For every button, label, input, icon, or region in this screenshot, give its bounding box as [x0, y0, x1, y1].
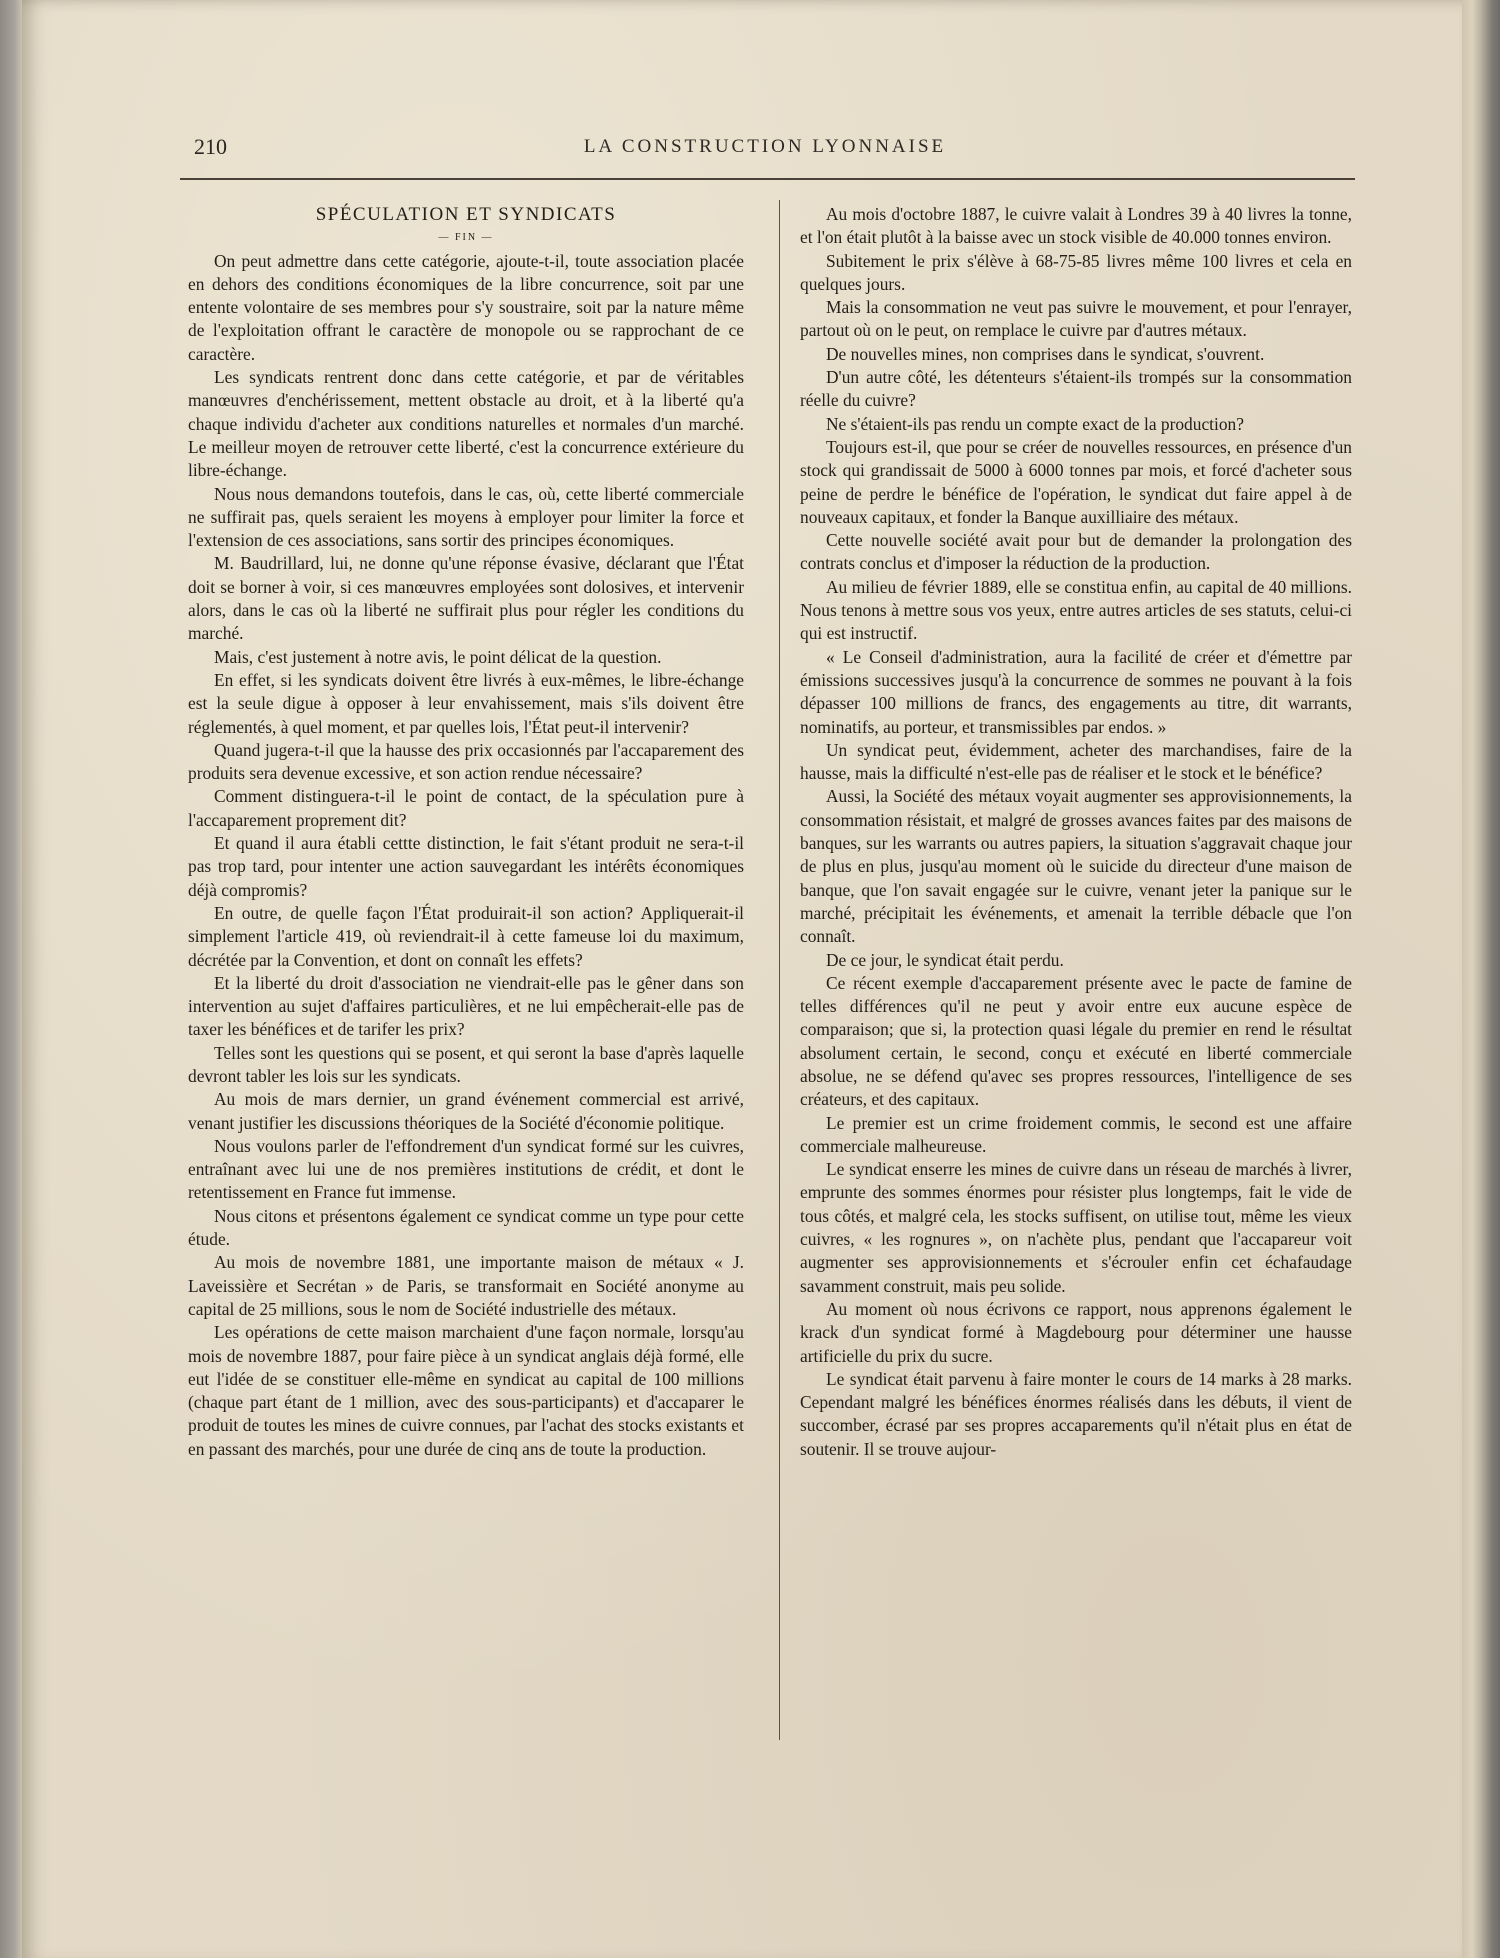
article-title: SPÉCULATION ET SYNDICATS [315, 204, 617, 225]
paragraph: Les syndicats rentrent donc dans cette catégorie, et par de véritables manœuvres d'enchérissement, mettent obstacle au droit, et à la liberté qu'a chaque individu d'acheter aux conditions naturelles et normales d'un marché. Le meilleur moyen de retrouver cette liberté, c'est la concurrence extérieure du libre-échange. [188, 367, 744, 481]
paragraph: Et quand il aura établi cettte distinction, le fait s'étant produit ne sera-t-il pas trop tard, pour intenter une action sauvegardant les intérêts économiques déjà compromis? [188, 833, 744, 900]
paragraph: Toujours est-il, que pour se créer de nouvelles ressources, en présence d'un stock qui grandissait de 5000 à 6000 tonnes par mois, et forcé d'acheter sous peine de perdre le bénéfice de l'opération, le syndicat dut faire appel à de nouveaux capitaux, et fonder la Banque auxilliaire des métaux. [800, 436, 1352, 527]
paragraph: Le syndicat était parvenu à faire monter le cours de 14 marks à 28 marks. Cependant malgré les bénéfices énormes réalisés dans les débuts, il vient de succomber, écrasé par ses propres accaparements qu'il n'était plus en état de soutenir. Il se trouve aujour- [800, 1368, 1352, 1459]
paragraph: De nouvelles mines, non comprises dans le syndicat, s'ouvrent. [826, 343, 1265, 364]
paragraph: Nous voulons parler de l'effondrement d'un syndicat formé sur les cuivres, entraînant avec lui une de nos premières institutions de crédit, et dont le retentissement en France fut immense. [188, 1135, 744, 1203]
paragraph: Le premier est un crime froidement commis, le second est une affaire commerciale malheureuse. [800, 1112, 1352, 1156]
paragraph: Cette nouvelle société avait pour but de demander la prolongation des contrats conclus et d'imposer la réduction de la production. [800, 530, 1352, 574]
paragraph: D'un autre côté, les détenteurs s'étaient-ils trompés sur la consommation réelle du cuivre? [800, 367, 1352, 411]
paragraph: Aussi, la Société des métaux voyait augmenter ses approvisionnements, la consommation résistait, et malgré de grosses avances faites par des maisons de banques, sur les warrants ou autres papiers, la situation s'aggravait chaque jour de plus en plus, jusqu'au moment où le suicide du directeur d'une maison de banque, que l'on savait engagée sur le cuivre, venant jeter la panique sur le marché, précipitait les événements, et amenait la terrible débacle que l'on connaît. [800, 786, 1352, 947]
article-subtitle: — FIN — [438, 232, 494, 244]
journal-title: LA CONSTRUCTION LYONNAISE [583, 136, 947, 157]
paragraph: « Le Conseil d'administration, aura la facilité de créer et d'émettre par émissions successives jusqu'à la concurrence de sommes ne pouvant à la fois dépasser 100 millions de francs, des engagements au titre, dit warrants, nominatifs, au porteur, et transmissibles par endos. » [800, 646, 1352, 737]
paragraph: En effet, si les syndicats doivent être livrés à eux-mêmes, le libre-échange est la seule digue à opposer à leur envahissement, mais s'ils doivent être réglementés, à quel moment, et par quelles lois, l'État peut-il intervenir? [188, 669, 744, 737]
paragraph: Mais, c'est justement à notre avis, le point délicat de la question. [214, 646, 662, 667]
running-head [170, 130, 1360, 170]
page-number: 210 [194, 134, 227, 159]
paragraph: Ce récent exemple d'accaparement présente avec le pacte de famine de telles différences qu'il ne peut y avoir entre eux aucune espèce de comparaison; que si, la protection quasi légale du premier en rend le résultat absolument certain, le second, conçu et exécuté en liberté commerciale absolue, ne se défend qu'avec ses propres ressources, l'intelligence de ses créateurs, et des capitaux. [800, 972, 1352, 1110]
paragraph: Au moment où nous écrivons ce rapport, nous apprenons également le krack d'un syndicat formé à Magdebourg pour déterminer une hausse artificielle du prix du sucre. [800, 1298, 1352, 1366]
column-divider [779, 200, 780, 1740]
paragraph: Les opérations de cette maison marchaient d'une façon normale, lorsqu'au mois de novembre 1887, pour faire pièce à un syndicat anglais déjà formé, elle eut l'idée de se constituer elle-même en syndicat au capital de 100 millions (chaque part étant de 1 million, avec des sous-participants) et d'accaparer le produit de toutes les mines de cuivre connues, par l'achat des stocks existants et en passant des marchés, pour une durée de cinq ans de toute la production. [188, 1322, 744, 1459]
paragraph: Au milieu de février 1889, elle se constitua enfin, au capital de 40 millions. Nous tenons à mettre sous vos yeux, entre autres articles de ses statuts, celui-ci qui est instructif. [800, 576, 1352, 644]
paragraph: Mais la consommation ne veut pas suivre le mouvement, et pour l'enrayer, partout où on le peut, on remplace le cuivre par d'autres métaux. [800, 297, 1352, 341]
paragraph: Quand jugera-t-il que la hausse des prix occasionnés par l'accaparement des produits sera devenue excessive, et son action rendue nécessaire? [188, 739, 744, 784]
paragraph: M. Baudrillard, lui, ne donne qu'une réponse évasive, déclarant que l'État doit se borner à voir, si ces manœuvres employées sont dolosives, et intervenir alors, dans le cas où la liberté ne suffirait plus pour régler les conditions du marché. [188, 553, 744, 644]
header-rule [180, 178, 1355, 180]
paragraph: Nous nous demandons toutefois, dans le cas, où, cette liberté commerciale ne suffirait pas, quels seraient les moyens à employer pour limiter la force et l'extension de ces associations, sans sortir des principes économiques. [188, 483, 744, 551]
paragraph: Le syndicat enserre les mines de cuivre dans un réseau de marchés à livrer, emprunte des sommes énormes pour résister plus longtemps, fait le vide de tous côtés, et malgré cela, les stocks suffisent, on utilise tout, même les vieux cuivres, « les rognures », on n'achète plus, pendant que l'accapareur voit augmenter ses approvisionnements et s'écrouler enfin cet échafaudage savamment construit, mais peu solide. [800, 1159, 1352, 1296]
page-edge [1462, 0, 1500, 1958]
paragraph: Au mois de novembre 1881, une importante maison de métaux « J. Laveissière et Secrétan » de Paris, se transformait en Société anonyme au capital de 25 millions, sous le nom de Société industrielle des métaux. [188, 1252, 744, 1319]
paragraph: Telles sont les questions qui se posent, et qui seront la base d'après laquelle devront tabler les lois sur les syndicats. [188, 1042, 744, 1086]
paragraph: Nous citons et présentons également ce syndicat comme un type pour cette étude. [188, 1205, 744, 1250]
paragraph: On peut admettre dans cette catégorie, ajoute-t-il, toute association placée en dehors des conditions économiques de la libre concurrence, soit par une entente volontaire de ses membres pour s'y soustraire, soit par la nature même de l'exploitation offrant le caractère de monopole ou se rapprochant de ce caractère. [188, 250, 744, 364]
paragraph: Un syndicat peut, évidemment, acheter des marchandises, faire de la hausse, mais la difficulté n'est-elle pas de réaliser et le stock et le bénéfice? [800, 739, 1352, 784]
paragraph: En outre, de quelle façon l'État produirait-il son action? Appliquerait-il simplement l'article 419, où reviendrait-il à cette fameuse loi du maximum, décrétée par la Convention, et dont on connaît les effets? [188, 902, 744, 970]
paragraph: Subitement le prix s'élève à 68-75-85 livres même 100 livres et cela en quelques jours. [800, 250, 1352, 294]
paragraph: Comment distinguera-t-il le point de contact, de la spéculation pure à l'accaparement proprement dit? [188, 786, 744, 830]
paragraph: Ne s'étaient-ils pas rendu un compte exact de la production? [826, 413, 1244, 434]
right-column [800, 203, 1352, 1461]
paragraph: Au mois de mars dernier, un grand événement commercial est arrivé, venant justifier les discussions théoriques de la Société d'économie politique. [188, 1089, 744, 1133]
paragraph: De ce jour, le syndicat était perdu. [826, 949, 1064, 970]
paragraph: Au mois d'octobre 1887, le cuivre valait à Londres 39 à 40 livres la tonne, et l'on était plutôt à la baisse avec un stock visible de 40.000 tonnes environ. [800, 204, 1352, 248]
paragraph: Et la liberté du droit d'association ne viendrait-elle pas le gêner dans son intervention au sujet d'affaires particulières, et ne lui empêcherait-elle pas de taxer les bénéfices et de tarifer les prix? [188, 972, 744, 1040]
left-column [188, 203, 744, 1461]
